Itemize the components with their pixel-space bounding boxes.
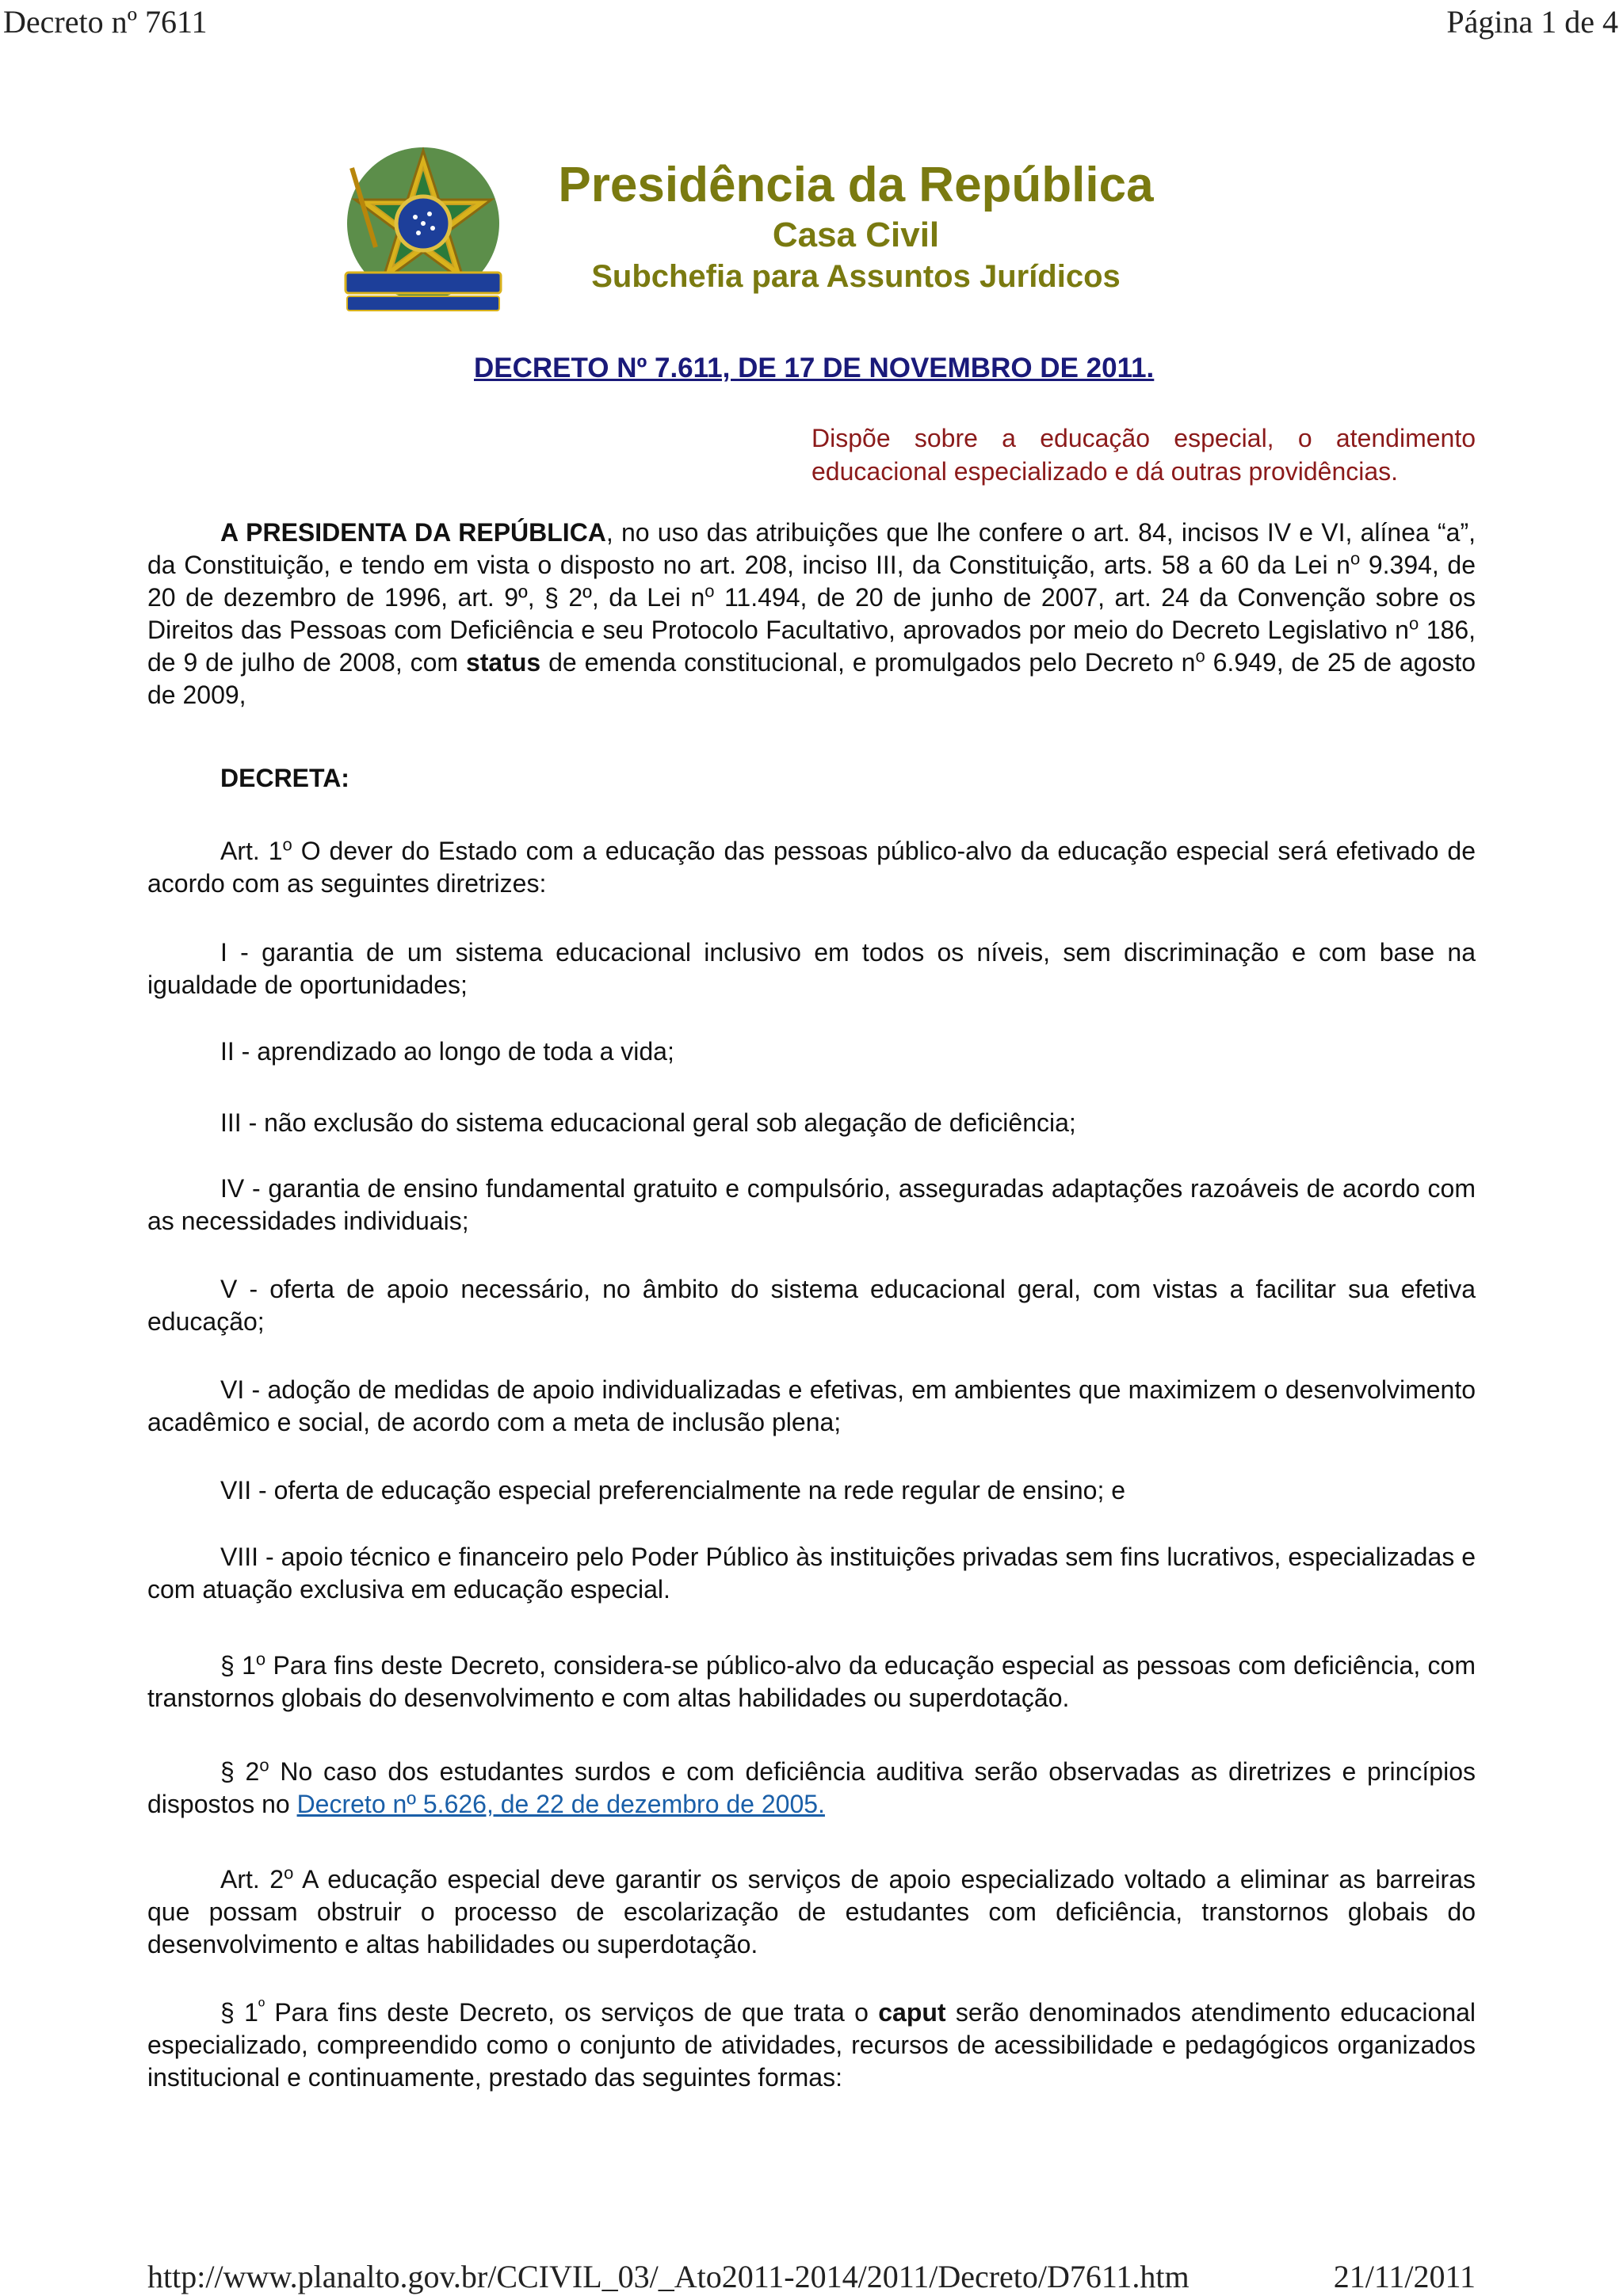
inciso-item: V - oferta de apoio necessário, no âmbito do sistema educacional geral, com vistas a facilitar sua efetiva educação; <box>147 1275 1476 1336</box>
banner-subtitle: Casa Civil <box>772 215 940 254</box>
print-footer-url: http://www.planalto.gov.br/CCIVIL_03/_Ato2011-2014/2011/Decreto/D7611.htm <box>147 2259 1190 2294</box>
inciso-item: VIII - apoio técnico e financeiro pelo Poder Público às instituições privadas sem fins lucrativos, especializadas e com atuação exclusiva em educação especial. <box>147 1543 1476 1604</box>
article-1: Art. 1$^o$ O dever do Estado com a educação das pessoas público-alvo da educação especial será efetivado de acordo com as seguintes diretrizes: <box>147 834 1476 898</box>
print-header-page: Página 1 de 4 <box>1446 4 1618 40</box>
coat-of-arms-logo <box>344 144 502 317</box>
banner-subtitle-2: Subchefia para Assuntos Jurídicos <box>591 259 1121 294</box>
decree-title-link[interactable]: DECRETO Nº 7.611, DE 17 DE NOVEMBRO DE 2011. <box>474 353 1155 383</box>
inciso-item: I - garantia de um sistema educacional inclusivo em todos os níveis, sem discriminação e com base na igualdade de oportunidades; <box>147 938 1476 999</box>
institution-banner <box>515 157 1197 296</box>
inciso-item: III - não exclusão do sistema educacional geral sob alegação de deficiência; <box>220 1108 1076 1137</box>
decreta-heading: DECRETA: <box>220 764 349 792</box>
preamble-lead: A PRESIDENTA DA REPÚBLICA <box>220 518 606 547</box>
print-footer-date: 21/11/2011 <box>1333 2259 1476 2294</box>
paragraph-2: § 2$^o$ No caso dos estudantes surdos e com deficiência auditiva serão observadas as diretrizes e princípios dispostos no Decreto nº 5.626, de 22 de dezembro de 2005. <box>147 1755 1476 1818</box>
banner-title: Presidência da República <box>558 158 1154 212</box>
inciso-item: II - aprendizado ao longo de toda a vida; <box>220 1037 674 1066</box>
decree-5626-link[interactable]: Decreto nº 5.626, de 22 de dezembro de 2005. <box>296 1790 825 1818</box>
inciso-item: IV - garantia de ensino fundamental gratuito e compulsório, asseguradas adaptações razoáveis de acordo com as necessidades individuais; <box>147 1174 1476 1235</box>
paragraph-1: § 1$^o$ Para fins deste Decreto, considera-se público-alvo da educação especial as pessoas com deficiência, com transtornos globais do desenvolvimento e com altas habilidades ou superdotação. <box>147 1649 1476 1712</box>
print-header-title: Decreto nº 7611 <box>3 4 208 40</box>
preamble-paragraph: A PRESIDENTA DA REPÚBLICA, no uso das atribuições que lhe confere o art. 84, incisos IV e VI, alínea “a”, da Constituição, e tendo em vista o disposto no art. 208, inciso III, da Constituição, arts. 58 a 60 da Lei $n^o$ 9.394, de 20 de dezembro de 1996, art. 9º, § 2º, da Lei $n^o$ 11.494, de 20 de junho de 2007, art. 24 da Convenção sobre os Direitos das Pessoas com Deficiência e seu Protocolo Facultativo, aprovados por meio do Decreto Legislativo $n^o$ 186, de 9 de julho de 2008, com status de emenda constitucional, e promulgados pelo Decreto $n^o$ 6.949, de 25 de agosto de 2009, <box>147 518 1476 709</box>
article-2: Art. 2$^o$ A educação especial deve garantir os serviços de apoio especializado voltado a eliminar as barreiras que possam obstruir o processo de escolarização de estudantes com deficiência, transtornos globais do desenvolvimento e altas habilidades ou superdotação. <box>147 1863 1476 1958</box>
article-2-paragraph-1: § $1^º$ Para fins deste Decreto, os serviços de que trata o caput serão denominados atendimento educacional especializado, compreendido como o conjunto de atividades, recursos de acessibilidade e pedagógicos organizados institucional e continuamente, prestado das seguintes formas: <box>147 1996 1476 2092</box>
inciso-item: VI - adoção de medidas de apoio individualizadas e efetivas, em ambientes que maximizem o desenvolvimento acadêmico e social, de acordo com a meta de inclusão plena; <box>147 1375 1476 1436</box>
inciso-item: VII - oferta de educação especial preferencialmente na rede regular de ensino; e <box>220 1476 1126 1505</box>
decree-summary: Dispõe sobre a educação especial, o atendimento educacional especializado e dá outras providências. <box>812 424 1476 486</box>
